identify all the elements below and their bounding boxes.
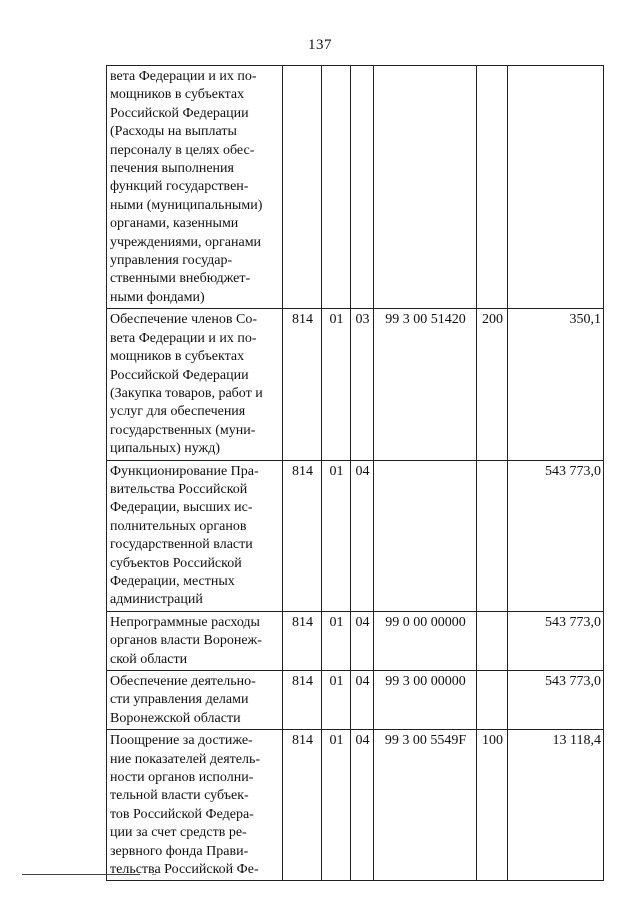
expense-type-cell: 100 [477,730,508,881]
table-row [107,309,604,460]
subsection-code-cell: 04 [351,611,374,670]
subsection-code-cell: 04 [351,671,374,730]
expense-type-cell [477,460,508,611]
section-code-cell: 01 [322,460,351,611]
subsection-code-cell [351,66,374,309]
target-article-cell [374,66,477,309]
row-name-cell: Обеспечение членов Со- вета Федерации и их по- мощников в субъектах Российской Федерации (Закупка товаров, работ и услуг для обеспечения государственных (муни- ципальных) нужд) [107,309,283,460]
expense-type-cell [477,66,508,309]
ministry-code-cell: 814 [283,309,322,460]
section-code-cell [322,66,351,309]
sum-cell [508,66,604,309]
sum-cell: 350,1 [508,309,604,460]
sum-cell: 543 773,0 [508,671,604,730]
row-name-cell: Непрограммные расходы органов власти Воронеж- ской области [107,611,283,670]
ministry-code-cell: 814 [283,730,322,881]
expense-type-cell [477,671,508,730]
ministry-code-cell: 814 [283,671,322,730]
table-row [107,730,604,881]
section-code-cell: 01 [322,730,351,881]
budget-table [106,65,604,881]
row-name-cell: вета Федерации и их по- мощников в субъектах Российской Федерации (Расходы на выплаты персоналу в целях обес- печения выполнения функций государствен- ными (муниципальными) органами, казенными учреждениями, органами управления государ- ственными внебюджет- ными фондами) [107,66,283,309]
target-article-cell: 99 3 00 5549F [374,730,477,881]
table-row [107,671,604,730]
ministry-code-cell: 814 [283,611,322,670]
subsection-code-cell: 03 [351,309,374,460]
footnote-separator-mark [152,874,156,875]
ministry-code-cell: 814 [283,460,322,611]
page-number: 137 [308,37,332,53]
section-code-cell: 01 [322,309,351,460]
subsection-code-cell: 04 [351,730,374,881]
target-article-cell [374,460,477,611]
row-name-cell: Обеспечение деятельно- сти управления делами Воронежской области [107,671,283,730]
sum-cell: 543 773,0 [508,460,604,611]
sum-cell: 543 773,0 [508,611,604,670]
expense-type-cell: 200 [477,309,508,460]
row-name-cell: Функционирование Пра- вительства Российской Федерации, высших ис- полнительных органов государственной власти субъектов Российской Федерации, местных администраций [107,460,283,611]
target-article-cell: 99 3 00 51420 [374,309,477,460]
row-name-cell: Поощрение за достиже- ние показателей деятель- ности органов исполни- тельной власти субъек- тов Российской Федера- ции за счет средств ре- зервного фонда Прави- тельства Российской Фе- [107,730,283,881]
section-code-cell: 01 [322,611,351,670]
target-article-cell: 99 0 00 00000 [374,611,477,670]
table-row [107,66,604,309]
table-row [107,611,604,670]
footnote-separator [22,874,140,875]
ministry-code-cell [283,66,322,309]
expense-type-cell [477,611,508,670]
table-row [107,460,604,611]
section-code-cell: 01 [322,671,351,730]
target-article-cell: 99 3 00 00000 [374,671,477,730]
subsection-code-cell: 04 [351,460,374,611]
sum-cell: 13 118,4 [508,730,604,881]
